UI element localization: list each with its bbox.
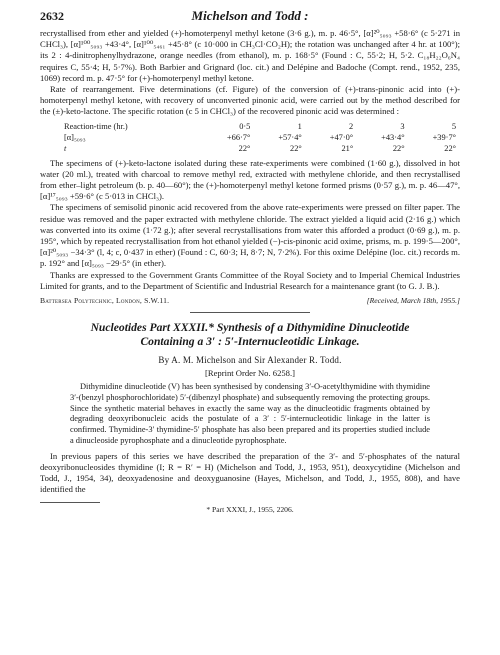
row-label: [α]₅₀₉₃ bbox=[64, 132, 86, 142]
article-title bbox=[40, 321, 460, 349]
article-title-line: Containing a 3′ : 5′-Internucleotidic Linkage. bbox=[140, 335, 360, 349]
table-cell: +43·4° bbox=[381, 132, 405, 142]
running-title: Michelson and Todd : bbox=[191, 8, 309, 23]
rate-table bbox=[60, 121, 460, 154]
running-header bbox=[40, 8, 460, 28]
section-divider bbox=[190, 312, 310, 313]
table-row bbox=[60, 121, 460, 132]
table-cell: +47·0° bbox=[329, 132, 354, 142]
authors: By A. M. Michelson and Sir Alexander R. Todd. bbox=[158, 355, 342, 366]
paragraph-rate-of-rearrangement: Rate of rearrangement. Five determinations (cf. Figure) of the conversion of (+)-trans-pinonic acid into (+)-homoterpenyl methyl ketone, with recovery of unconverted pinonic acid, were carried out by the method described for the (±)-keto-lactone. The specific rotation (c 5 in CHCl₃) of the recovered pinonic acid was determined : bbox=[40, 84, 460, 117]
table-cell: 1 bbox=[297, 121, 302, 131]
row-label: Reaction-time (hr.) bbox=[64, 121, 128, 131]
abstract: Dithymidine dinucleotide (V) has been synthesised by condensing 3′-O-acetylthymidine with thymidine 3′-(benzyl phosphorochloridate) 5′-(dibenzyl phosphate) and subsequently removing the protecting groups. Since the synthetic material behaves in exactly the same way as the dinucleotidic fragments obtained by degrading deoxyribonucleic acids the postulate of a 3′ : 5′-internucleotidic linkage in the latter is confirmed. Thymidine-3′ thymidine-5′ phosphate has also been prepared and its properties studied include a dinucleoside pyrophosphate and a dinucleotide pyrophosphate. bbox=[70, 382, 430, 446]
table-cell: 5 bbox=[451, 121, 456, 131]
table-cell: 22° bbox=[238, 143, 251, 153]
table-cell: 0·5 bbox=[239, 121, 251, 131]
table-cell: 21° bbox=[341, 143, 354, 153]
table-cell: 22° bbox=[290, 143, 302, 153]
affiliation: Battersea Polytechnic, London, S.W.11. bbox=[40, 296, 170, 306]
page-number: 2632 bbox=[40, 9, 64, 23]
paragraph-keto-lactone: The specimens of (+)-keto-lactone isolated during these rate-experiments were combined (1·60 g.), dissolved in hot water (20 ml.), treated with charcoal to remove methyl red, extracted with methylene chloride, and then recrystallised from ether–light petroleum (b. p. 40—60°); the (+)-homoterpenyl methyl ketone formed prisms (0·57 g.), m. p. 46—47°, [α]¹⁷₅₀₉₃ +59·6° (c 5·013 in CHCl₃). bbox=[40, 157, 460, 202]
article-end-line bbox=[40, 296, 460, 305]
table-cell: 22° bbox=[444, 143, 456, 153]
table-row bbox=[60, 143, 460, 154]
footnote: * Part XXXI, J., 1955, 2206. bbox=[206, 504, 294, 514]
footnote-rule bbox=[40, 502, 100, 503]
table-cell: 2 bbox=[348, 121, 354, 131]
table-cell: 22° bbox=[392, 143, 405, 153]
table-cell: 3 bbox=[400, 121, 405, 131]
row-label: t bbox=[64, 143, 67, 153]
article-title-line: Nucleotides Part XXXII.* Synthesis of a Dithymidine Dinucleotide bbox=[90, 321, 410, 335]
paragraph-acknowledgements: Thanks are expressed to the Government Grants Committee of the Royal Society and to Imperial Chemical Industries Limited for grants, and to the Department of Scientific and Industrial Research for a maintenance grant (to G. J. B.). bbox=[40, 269, 460, 291]
table-cell: +39·7° bbox=[432, 132, 456, 142]
reprint-order: [Reprint Order No. 6258.] bbox=[205, 368, 295, 379]
received-date: [Received, March 18th, 1955.] bbox=[366, 296, 460, 306]
table-row bbox=[60, 132, 460, 143]
paragraph-intro: In previous papers of this series we have described the preparation of the 3′- and 5′-phosphates of the natural deoxyribonucleosides thymidine (I; R = R′ = H) (Michelson and Todd, J., 1953, 951), deoxycytidine (Michelson and Todd, J., 1954, 34), deoxyadenosine and deoxyguanosine (Hayes, Michelson, and Todd, J., 1955, 808), and have identified the bbox=[40, 450, 460, 495]
paragraph-continuation: recrystallised from ether and yielded (+)-homoterpenyl methyl ketone (3·6 g.), m. p. 46·5°, [α]²⁰₅₀₉₃ +58·6° (c 5·271 in CHCl₃), [α]¹⁰⁰₅₀₉₃ +43·4°, [α]¹⁰⁰₅₄₆₁ +45·8° (c 10·000 in CH₃Cl·CO₂H); the rotation was unchanged after 4 hr. at 100°); its 2 : 4-dinitrophenylhydrazone, orange needles (from ethanol), m. p. 168·5° (Found : C, 55·2; H, 5·2. C₁₈H₂₂O₆N₄ requires C, 55·4; H, 5·7%). Both Barbier and Grignard (loc. cit.) and Delépine and Badoche (Compt. rend., 1952, 235, 1069) record m. p. 47·5° for (+)-homoterpenyl methyl ketone. bbox=[40, 28, 460, 83]
table-cell: +66·7° bbox=[226, 132, 251, 142]
paragraph-pinonic-acid: The specimens of semisolid pinonic acid recovered from the above rate-experiments were pressed on filter paper. The residue was removed and the paper extracted with methylene chloride. The extract yielded a liquid acid (2·16 g.) which was converted into its oxime (1·72 g.); after several recrystallisations from water this afforded a product (0·69 g.), m. p. 195°, which by repeated recrystallisation from hot ethanol yielded (−)-cis-pinonic acid oxime, prisms, m. p. 199·5—200°, [α]²⁰₅₀₉₃ −34·3° (l, 4; c, 0·437 in ether) (Found : C, 60·3; H, 8·7; N, 7·2%). For this oxime Delépine (loc. cit.) records m. p. 192° and [α]₅₀₉₃ −29·5° (in ether). bbox=[40, 202, 460, 269]
table-cell: +57·4° bbox=[278, 132, 302, 142]
